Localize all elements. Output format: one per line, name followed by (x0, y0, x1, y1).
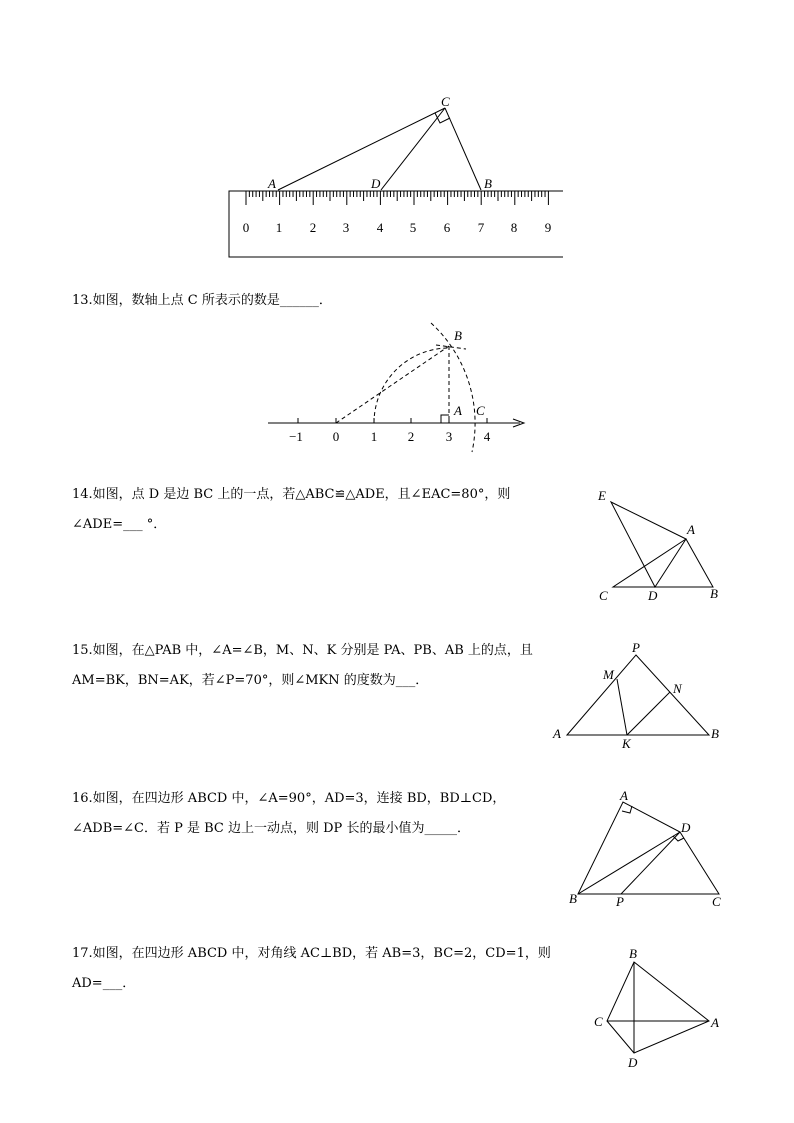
label-b: B (629, 946, 637, 961)
label-b: B (569, 891, 577, 906)
label-d: D (628, 1055, 638, 1070)
question-14-line-2: ∠ADE=___ °． (72, 517, 167, 532)
label-b: B (710, 586, 718, 601)
question-14-line-1: 14.如图，点 D 是边 BC 上的一点，若△ABC≌△ADE，且∠EAC=80°，则 (72, 487, 511, 502)
axis-number: 0 (332, 429, 340, 444)
label-p: P (632, 640, 640, 655)
ruler-number: 8 (510, 220, 518, 235)
label-e: E (598, 488, 606, 503)
label-p: P (616, 894, 624, 909)
question-15-line-2: AM=BK，BN=AK，若∠P=70°，则∠MKN 的度数为___． (72, 673, 429, 688)
question-17-line-2: AD=___． (72, 976, 136, 991)
label-a: A (268, 176, 276, 191)
question-16-line-2: ∠ADB=∠C．若 P 是 BC 边上一动点，则 DP 长的最小值为_____． (72, 821, 470, 836)
label-a: A (620, 788, 628, 803)
label-d: D (681, 820, 691, 835)
question-16-line-1: 16.如图，在四边形 ABCD 中，∠A=90°，AD=3，连接 BD，BD⊥CD， (72, 791, 506, 806)
label-a: A (711, 1015, 719, 1030)
label-d: D (371, 176, 381, 191)
label-m: M (603, 667, 614, 682)
label-c: C (476, 403, 485, 418)
label-n: N (673, 681, 682, 696)
label-a: A (687, 522, 695, 537)
label-b: B (454, 328, 462, 343)
ruler-number: 3 (342, 220, 350, 235)
label-c: C (441, 94, 450, 109)
label-d: D (648, 588, 658, 603)
question-17-line-1: 17.如图，在四边形 ABCD 中，对角线 AC⊥BD，若 AB=3，BC=2，CD=1，则 (72, 946, 551, 961)
label-k: K (622, 736, 631, 751)
label-a: A (454, 403, 462, 418)
question-15-line-1: 15.如图，在△PAB 中，∠A=∠B，M、N、K 分别是 PA、PB、AB 上的点，且 (72, 643, 533, 658)
ruler-number: 9 (544, 220, 552, 235)
axis-number: −1 (289, 429, 303, 444)
label-b: B (484, 176, 492, 191)
label-c: C (712, 894, 721, 909)
axis-number: 2 (407, 429, 415, 444)
ruler-number: 6 (443, 220, 451, 235)
quadrilateral-abcd (607, 962, 709, 1053)
ruler-number: 4 (376, 220, 384, 235)
label-c: C (599, 588, 608, 603)
ruler-number: 0 (242, 220, 250, 235)
axis-number: 4 (483, 429, 491, 444)
label-c: C (594, 1014, 603, 1029)
ruler-number: 1 (275, 220, 283, 235)
label-a: A (553, 726, 561, 741)
ruler-number: 2 (309, 220, 317, 235)
question-13-text: 13.如图，数轴上点 C 所表示的数是______． (72, 293, 332, 308)
ruler-number: 5 (409, 220, 417, 235)
axis-number: 1 (370, 429, 378, 444)
label-b: B (711, 726, 719, 741)
ruler-number: 7 (477, 220, 485, 235)
axis-number: 3 (445, 429, 453, 444)
